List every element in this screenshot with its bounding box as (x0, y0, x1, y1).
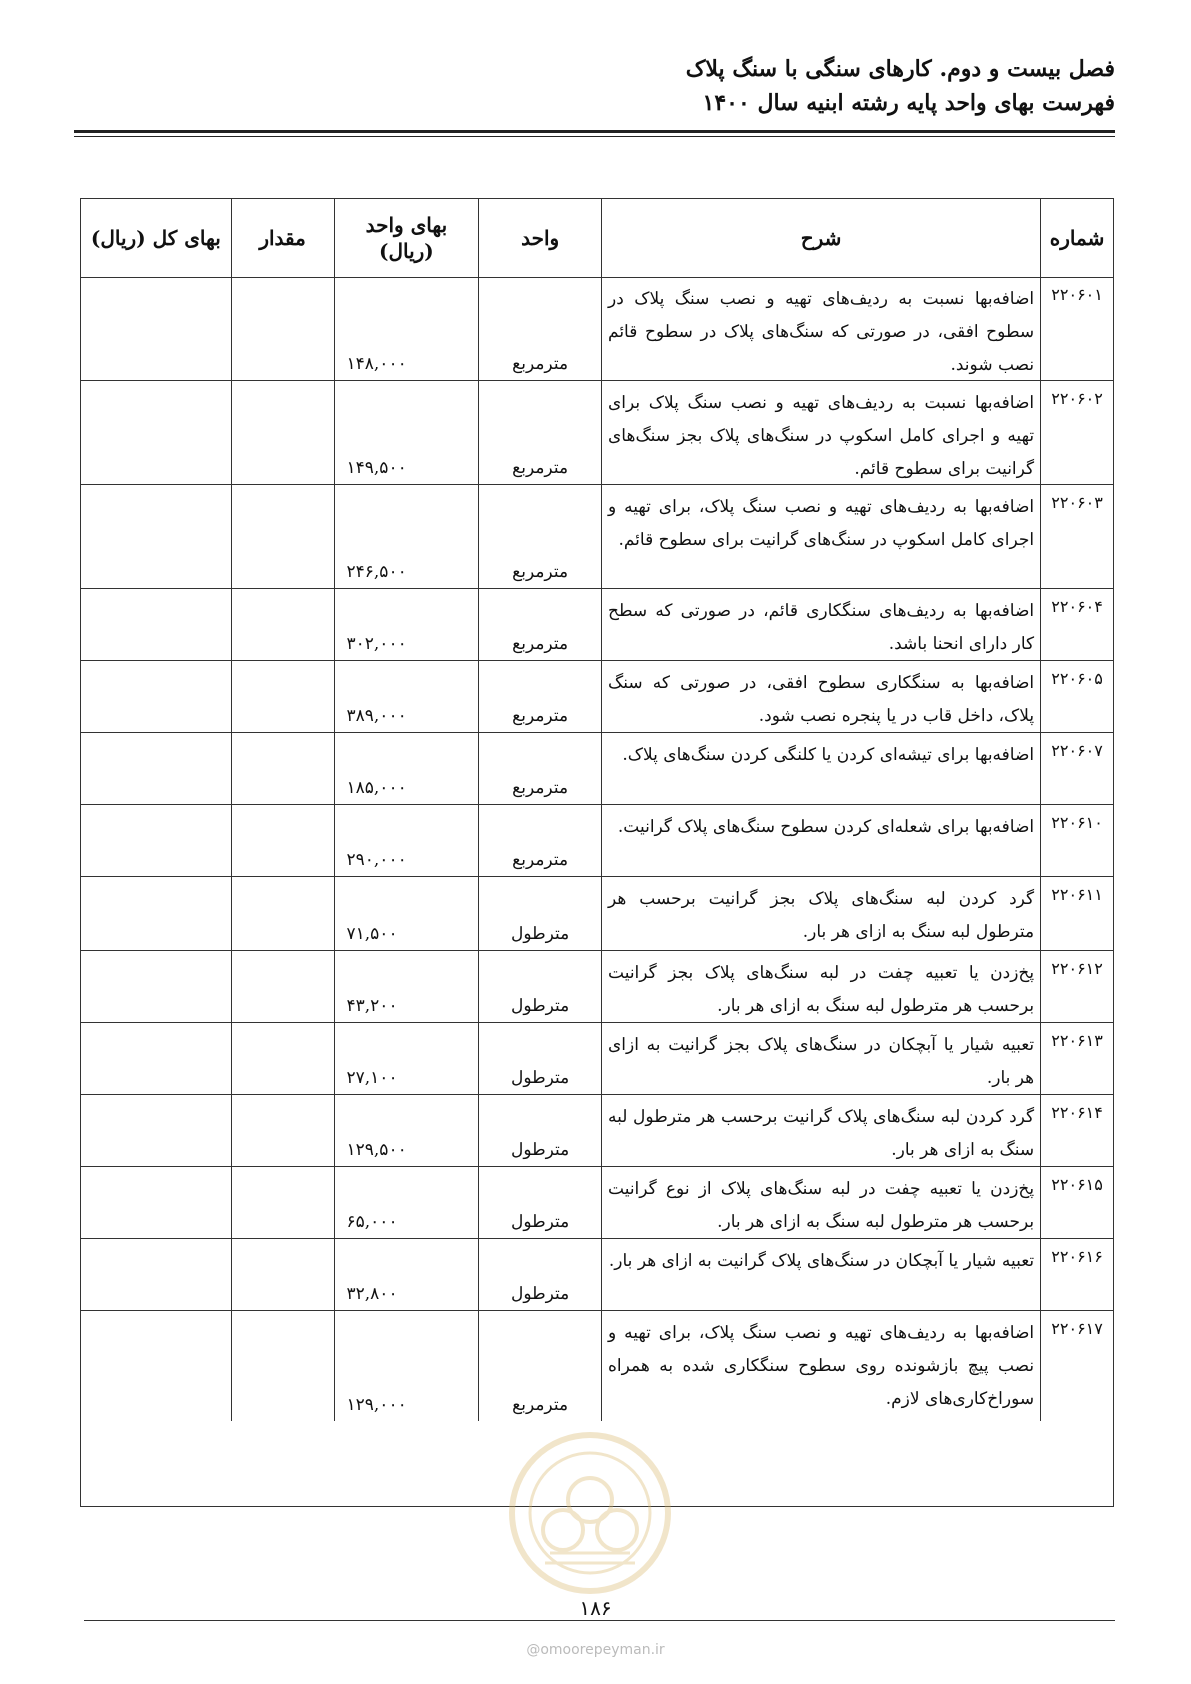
cell-description (601, 1311, 1040, 1421)
cell-unit (478, 805, 601, 876)
cell-description-text: پخ‌زدن یا تعبیه چفت در لبه سنگ‌های پلاک بجز گرانیت برحسب هر مترطول لبه سنگ به ازای هر بار. (608, 963, 1035, 1016)
cell-number (1040, 1167, 1113, 1238)
cell-unit-price (334, 877, 479, 950)
cell-number-text: ۲۲۰۶۰۷ (1051, 741, 1103, 760)
cell-unit (478, 381, 601, 484)
cell-total-price (81, 951, 231, 1022)
cell-unit-text: مترطول (510, 924, 570, 944)
cell-total-price (81, 1167, 231, 1238)
cell-number-text: ۲۲۰۶۰۲ (1051, 389, 1103, 408)
cell-unit-price (334, 1023, 479, 1094)
cell-unit-price-text: ۲۴۶,۵۰۰ (346, 562, 407, 582)
cell-description (601, 277, 1040, 380)
cell-unit-price-text: ۳۲,۸۰۰ (346, 1284, 398, 1304)
cell-description (601, 485, 1040, 588)
table-row (81, 589, 1113, 661)
cell-unit-price (334, 1167, 479, 1238)
cell-unit-price (334, 589, 479, 660)
cell-description-text: گرد کردن لبه سنگ‌های پلاک بجز گرانیت برحسب هر مترطول لبه سنگ به ازای هر بار. (608, 889, 1035, 942)
cell-total-price (81, 277, 231, 380)
cell-unit (478, 1023, 601, 1094)
cell-total-price (81, 1239, 231, 1310)
table-row (81, 733, 1113, 805)
cell-unit (478, 1239, 601, 1310)
cell-description (601, 733, 1040, 804)
cell-unit-text: مترمربع (512, 458, 569, 478)
header-cell-number: شماره (1040, 199, 1113, 277)
chapter-title: فصل بیست و دوم. کارهای سنگی با سنگ پلاک (685, 56, 1115, 82)
cell-description-text: اضافه‌بها نسبت به ردیف‌های تهیه و نصب سنگ پلاک برای تهیه و اجرای کامل اسکوپ در سنگ‌های پلاک بجز سنگ‌های گرانیت برای سطوح قائم. (608, 393, 1035, 479)
cell-unit-price (334, 1095, 479, 1166)
cell-number-text: ۲۲۰۶۰۴ (1051, 597, 1103, 616)
cell-unit-text: مترمربع (512, 562, 569, 582)
cell-unit-text: مترطول (510, 1284, 570, 1304)
cell-description-text: پخ‌زدن یا تعبیه چفت در لبه سنگ‌های پلاک از نوع گرانیت برحسب هر مترطول لبه سنگ به ازای هر بار. (608, 1179, 1035, 1232)
cell-description (601, 661, 1040, 732)
cell-number-text: ۲۲۰۶۱۰ (1051, 813, 1103, 832)
cell-description (601, 1239, 1040, 1310)
cell-description-text: اضافه‌بها برای تیشه‌ای کردن یا کلنگی کردن سنگ‌های پلاک. (622, 745, 1035, 765)
cell-description-text: اضافه‌بها به سنگکاری سطوح افقی، در صورتی که سنگ پلاک، داخل قاب در یا پنجره نصب شود. (608, 673, 1035, 726)
cell-unit-price (334, 485, 479, 588)
cell-number-text: ۲۲۰۶۱۱ (1051, 885, 1103, 904)
cell-quantity (231, 805, 334, 876)
cell-unit-price-text: ۲۷,۱۰۰ (346, 1068, 398, 1088)
cell-unit (478, 1311, 601, 1421)
cell-quantity (231, 381, 334, 484)
cell-unit-price-text: ۱۴۸,۰۰۰ (346, 354, 407, 374)
cell-unit (478, 485, 601, 588)
cell-number-text: ۲۲۰۶۱۴ (1051, 1103, 1103, 1122)
cell-unit-price (334, 805, 479, 876)
cell-number (1040, 1023, 1113, 1094)
cell-unit-price-text: ۱۴۹,۵۰۰ (346, 458, 407, 478)
cell-number (1040, 589, 1113, 660)
cell-unit (478, 661, 601, 732)
table-row (81, 1023, 1113, 1095)
cell-number (1040, 877, 1113, 950)
cell-unit-text: مترمربع (512, 706, 569, 726)
cell-quantity (231, 1167, 334, 1238)
cell-total-price (81, 661, 231, 732)
cell-number (1040, 661, 1113, 732)
cell-unit-price (334, 951, 479, 1022)
cell-total-price (81, 381, 231, 484)
cell-number (1040, 951, 1113, 1022)
cell-unit (478, 589, 601, 660)
cell-unit-text: مترطول (510, 1140, 570, 1160)
table-row (81, 1311, 1113, 1421)
cell-unit-text: مترمربع (512, 634, 569, 654)
cell-quantity (231, 733, 334, 804)
footer-rule (84, 1620, 1115, 1621)
header-cell-quantity: مقدار (231, 199, 334, 277)
cell-unit (478, 1167, 601, 1238)
cell-quantity (231, 277, 334, 380)
cell-unit-price (334, 1239, 479, 1310)
cell-unit-price (334, 277, 479, 380)
cell-total-price (81, 589, 231, 660)
table-row (81, 381, 1113, 485)
header-cell-unit-price: بهای واحد (ریال) (334, 199, 479, 277)
table-row (81, 277, 1113, 381)
cell-unit-price (334, 733, 479, 804)
cell-description (601, 589, 1040, 660)
cell-total-price (81, 1311, 231, 1421)
cell-number-text: ۲۲۰۶۱۶ (1051, 1247, 1103, 1266)
cell-description-text: تعبیه شیار یا آبچکان در سنگ‌های پلاک بجز گرانیت به ازای هر بار. (608, 1035, 1035, 1088)
cell-description-text: اضافه‌بها نسبت به ردیف‌های تهیه و نصب سنگ پلاک در سطوح افقی، در صورتی که سنگ‌های پلاک در سطوح قائم نصب شوند. (608, 289, 1035, 375)
seal-watermark-icon (505, 1428, 675, 1598)
cell-quantity (231, 951, 334, 1022)
cell-description-text: اضافه‌بها به ردیف‌های تهیه و نصب سنگ پلاک، برای تهیه و نصب پیچ بازشونده روی سطوح سنگکاری شده به همراه سوراخ‌کاری‌های لازم. (608, 1323, 1035, 1409)
cell-unit (478, 951, 601, 1022)
cell-number-text: ۲۲۰۶۱۷ (1051, 1319, 1103, 1338)
cell-description (601, 877, 1040, 950)
cell-unit-price (334, 1311, 479, 1421)
cell-description (601, 805, 1040, 876)
cell-total-price (81, 485, 231, 588)
cell-number (1040, 277, 1113, 380)
header-cell-description: شرح (601, 199, 1040, 277)
page-header (74, 52, 1115, 120)
cell-description-text: تعبیه شیار یا آبچکان در سنگ‌های پلاک گرانیت به ازای هر بار. (608, 1251, 1035, 1271)
cell-unit-text: مترطول (510, 1068, 570, 1088)
cell-unit (478, 877, 601, 950)
table-row (81, 951, 1113, 1023)
cell-unit-price-text: ۶۵,۰۰۰ (346, 1212, 398, 1232)
cell-quantity (231, 877, 334, 950)
cell-unit-price-text: ۳۰۲,۰۰۰ (346, 634, 407, 654)
page-number: ۱۸۶ (579, 1596, 612, 1620)
cell-unit-text: مترمربع (512, 1395, 569, 1415)
cell-number-text: ۲۲۰۶۱۵ (1051, 1175, 1103, 1194)
cell-quantity (231, 589, 334, 660)
cell-number (1040, 805, 1113, 876)
cell-unit-price-text: ۷۱,۵۰۰ (346, 924, 398, 944)
header-cell-unit: واحد (478, 199, 601, 277)
cell-number (1040, 485, 1113, 588)
cell-total-price (81, 1023, 231, 1094)
cell-description (601, 951, 1040, 1022)
cell-total-price (81, 805, 231, 876)
cell-unit-text: مترطول (510, 1212, 570, 1232)
cell-unit-text: مترمربع (512, 354, 569, 374)
price-table (80, 198, 1114, 1507)
cell-unit-text: مترطول (510, 996, 570, 1016)
cell-unit-text: مترمربع (512, 778, 569, 798)
cell-quantity (231, 661, 334, 732)
cell-unit-text: مترمربع (512, 850, 569, 870)
cell-unit (478, 733, 601, 804)
table-row (81, 1239, 1113, 1311)
cell-quantity (231, 1239, 334, 1310)
cell-number-text: ۲۲۰۶۱۳ (1051, 1031, 1103, 1050)
cell-description-text: گرد کردن لبه سنگ‌های پلاک گرانیت برحسب هر مترطول لبه سنگ به ازای هر بار. (608, 1107, 1035, 1160)
cell-unit (478, 277, 601, 380)
cell-description (601, 1023, 1040, 1094)
cell-number (1040, 1095, 1113, 1166)
cell-number (1040, 733, 1113, 804)
cell-number (1040, 1239, 1113, 1310)
cell-unit-price (334, 661, 479, 732)
table-header-row (81, 199, 1113, 278)
cell-description-text: اضافه‌بها به ردیف‌های تهیه و نصب سنگ پلاک، برای تهیه و اجرای کامل اسکوپ در سنگ‌های گرانیت برای سطوح قائم. (608, 497, 1035, 550)
cell-quantity (231, 485, 334, 588)
cell-number (1040, 1311, 1113, 1421)
cell-quantity (231, 1095, 334, 1166)
cell-quantity (231, 1311, 334, 1421)
cell-unit-price-text: ۲۹۰,۰۰۰ (346, 850, 407, 870)
cell-unit-price-text: ۱۲۹,۰۰۰ (346, 1395, 407, 1415)
cell-number (1040, 381, 1113, 484)
cell-total-price (81, 877, 231, 950)
cell-quantity (231, 1023, 334, 1094)
table-row (81, 805, 1113, 877)
cell-description (601, 1095, 1040, 1166)
cell-total-price (81, 733, 231, 804)
cell-number-text: ۲۲۰۶۰۳ (1051, 493, 1103, 512)
table-row (81, 877, 1113, 951)
cell-unit (478, 1095, 601, 1166)
table-row (81, 1167, 1113, 1239)
watermark-text: @omoorepeyman.ir (526, 1642, 665, 1658)
cell-unit-price-text: ۱۸۵,۰۰۰ (346, 778, 407, 798)
table-row (81, 485, 1113, 589)
cell-description-text: اضافه‌بها به ردیف‌های سنگکاری قائم، در صورتی که سطح کار دارای انحنا باشد. (608, 601, 1035, 654)
cell-description-text: اضافه‌بها برای شعله‌ای کردن سطوح سنگ‌های پلاک گرانیت. (617, 817, 1035, 837)
cell-description (601, 381, 1040, 484)
cell-unit-price-text: ۳۸۹,۰۰۰ (346, 706, 407, 726)
header-rule-thick (74, 130, 1115, 133)
cell-unit-price-text: ۱۲۹,۵۰۰ (346, 1140, 407, 1160)
table-row (81, 1095, 1113, 1167)
cell-number-text: ۲۲۰۶۰۱ (1051, 285, 1103, 304)
price-list-title: فهرست بهای واحد پایه رشته ابنیه سال ۱۴۰۰ (702, 90, 1115, 116)
header-rule-thin (74, 136, 1115, 137)
cell-description (601, 1167, 1040, 1238)
cell-total-price (81, 1095, 231, 1166)
header-cell-total-price: بهای کل (ریال) (90, 226, 221, 250)
table-row (81, 661, 1113, 733)
cell-number-text: ۲۲۰۶۰۵ (1051, 669, 1103, 688)
table-body (81, 277, 1113, 1506)
cell-unit-price (334, 381, 479, 484)
cell-unit-price-text: ۴۳,۲۰۰ (346, 996, 398, 1016)
cell-number-text: ۲۲۰۶۱۲ (1051, 959, 1103, 978)
